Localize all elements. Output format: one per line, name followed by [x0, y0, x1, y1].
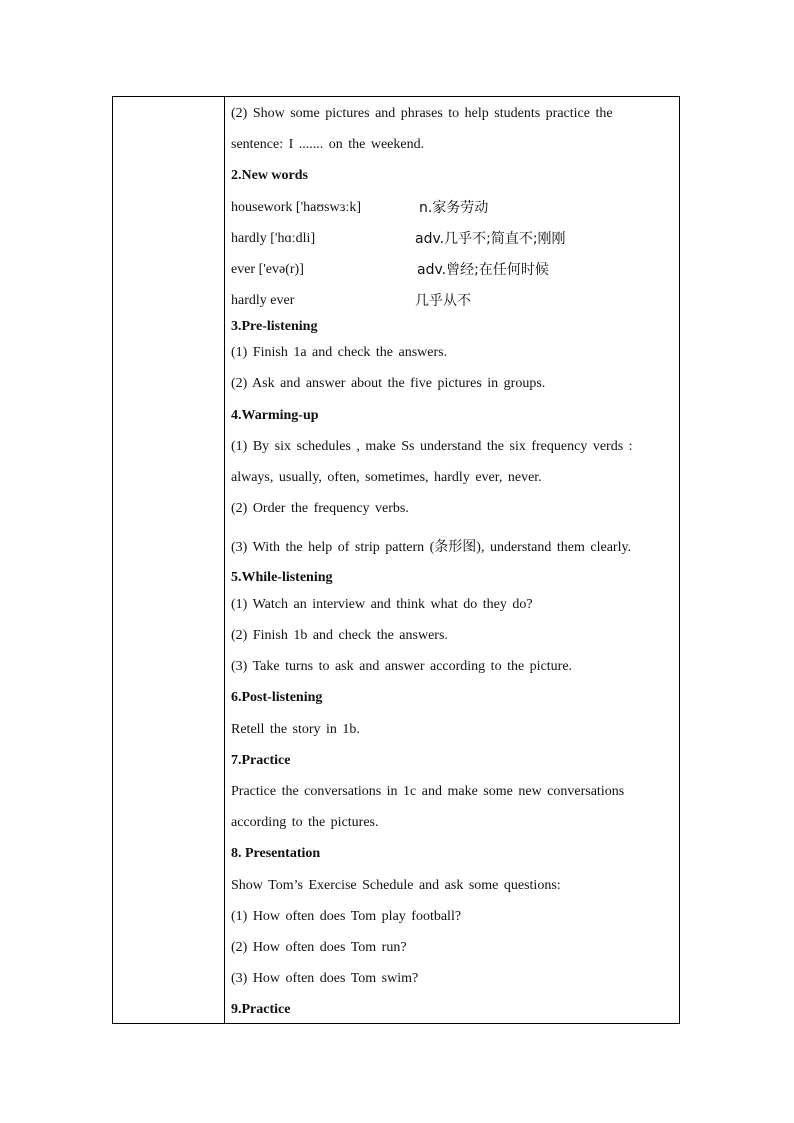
text-line: sentence: I ....... on the weekend. — [231, 137, 425, 152]
vocab-definition: 几乎从不 — [415, 293, 471, 309]
section-heading-presentation: 8. Presentation — [231, 846, 321, 861]
section-heading-while-listening: 5.While-listening — [231, 570, 333, 585]
text-line: Show Tom’s Exercise Schedule and ask some questions: — [231, 878, 561, 893]
vocab-definition: n.家务劳动 — [419, 200, 489, 216]
table-left-column — [113, 97, 225, 1023]
text-line: (2) Order the frequency verbs. — [231, 501, 409, 516]
section-heading-practice: 7.Practice — [231, 753, 291, 768]
text-line: (3) Take turns to ask and answer according to the picture. — [231, 659, 573, 674]
text-line: (1) Finish 1a and check the answers. — [231, 345, 448, 360]
vocab-row — [231, 261, 669, 279]
vocab-definition: adv.几乎不;简直不;刚刚 — [415, 231, 566, 247]
section-heading-post-listening: 6.Post-listening — [231, 690, 323, 705]
vocab-definition: adv.曾经;在任何时候 — [417, 262, 549, 278]
section-heading-practice-2: 9.Practice — [231, 1002, 291, 1017]
text-line: (2) Show some pictures and phrases to help students practice the — [231, 106, 613, 121]
text-line: (1) Watch an interview and think what do they do? — [231, 597, 533, 612]
table-right-column — [225, 97, 679, 1023]
vocab-row — [231, 292, 669, 310]
vocab-word: ever ['evə(r)] — [231, 262, 304, 277]
text-line: Retell the story in 1b. — [231, 722, 360, 737]
vocab-row — [231, 230, 669, 248]
text-line: (3) How often does Tom swim? — [231, 971, 419, 986]
text-line: Practice the conversations in 1c and make some new conversations — [231, 784, 625, 799]
vocab-word: housework ['haʊswɜːk] — [231, 200, 362, 215]
text-line: always, usually, often, sometimes, hardly ever, never. — [231, 470, 542, 485]
text-line: according to the pictures. — [231, 815, 379, 830]
text-line: (1) How often does Tom play football? — [231, 909, 462, 924]
text-fragment: (3) With the help of strip pattern ( — [231, 540, 435, 555]
section-heading-new-words: 2.New words — [231, 168, 308, 183]
lesson-table — [112, 96, 680, 1024]
text-fragment: ), understand them clearly. — [476, 540, 632, 555]
text-line: (1) By six schedules , make Ss understand the six frequency verds : — [231, 439, 633, 454]
chinese-term: 条形图 — [434, 539, 477, 555]
text-line: (2) Ask and answer about the five pictures in groups. — [231, 376, 546, 391]
text-line — [231, 538, 669, 557]
section-heading-warming-up: 4.Warming-up — [231, 408, 319, 423]
vocab-row — [231, 199, 669, 217]
vocab-word: hardly ever — [231, 293, 295, 308]
text-line: (2) Finish 1b and check the answers. — [231, 628, 448, 643]
text-line: (2) How often does Tom run? — [231, 940, 407, 955]
vocab-word: hardly ['hɑːdli] — [231, 231, 316, 246]
section-heading-pre-listening: 3.Pre-listening — [231, 319, 318, 334]
